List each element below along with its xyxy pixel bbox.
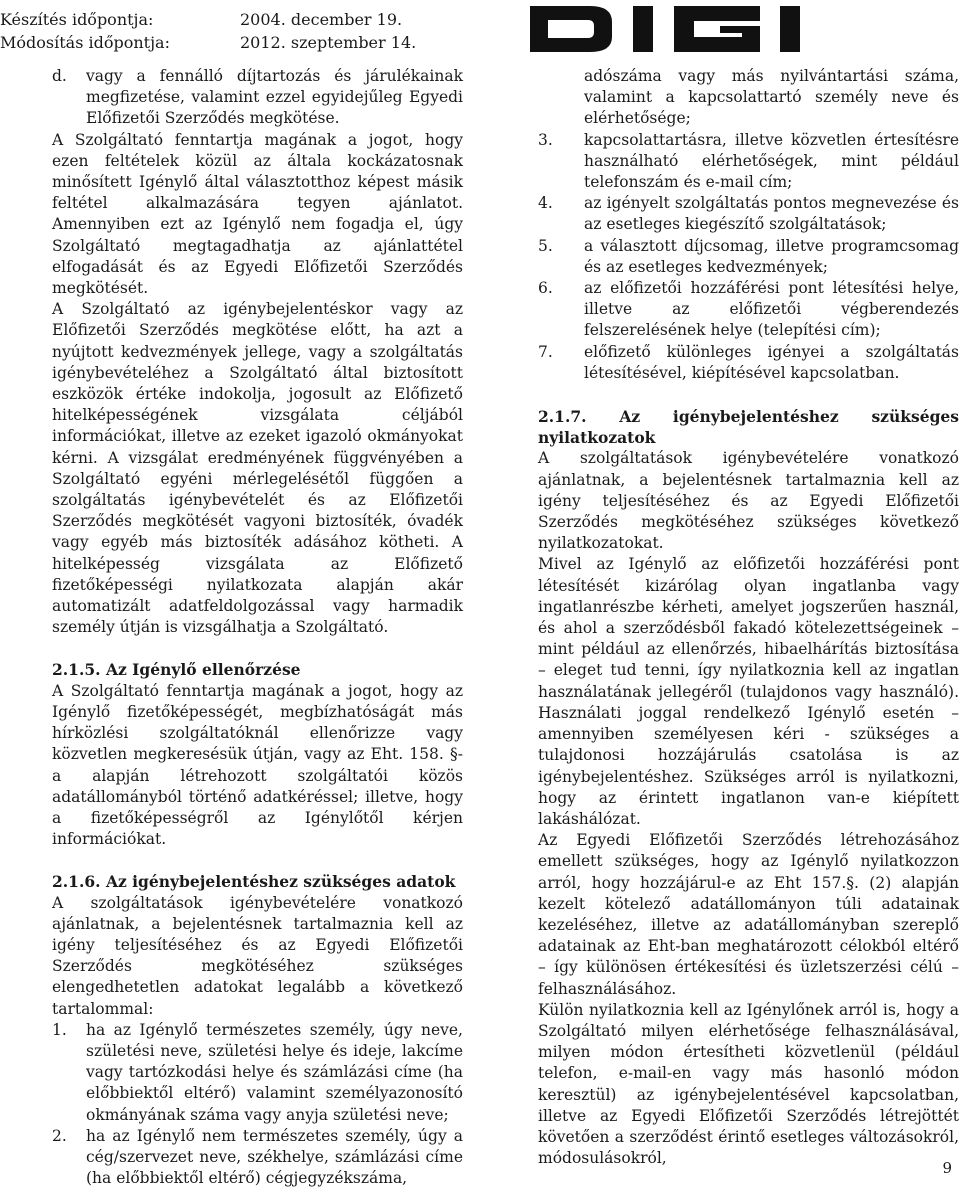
modified-value: 2012. szeptember 14.	[240, 33, 417, 52]
list-item	[538, 193, 959, 235]
list-item-number: d.	[52, 67, 67, 85]
paragraph: A Szolgáltató fenntartja magának a jogot, hogy ezen feltételek közül az általa kockázatosnak minősített Igénylő által választotthoz képest másik feltétel alkalmazására tegyen ajánlatot. Amennyiben ezt az Igénylő nem fogadja el, úgy Szolgáltató megtagadhatja az ajánlattétel elfogadását és az Egyedi Előfizetői Szerződés megkötését.	[52, 130, 463, 298]
list-item-text: az előfizetői hozzáférési pont létesítési helye, illetve az előfizetői végberendezés felszerelésének helye (telepítési cím);	[584, 279, 959, 340]
digi-logo	[530, 4, 960, 54]
list-item	[538, 130, 959, 194]
list-continuation: adószáma vagy más nyilvántartási száma, valamint a kapcsolattartó személy neve és elérhetősége;	[584, 67, 959, 128]
created-value: 2004. december 19.	[240, 10, 403, 29]
list-item	[538, 278, 959, 342]
paragraph: A Szolgáltató az igénybejelentéskor vagy az Előfizetői Szerződés megkötése előtt, ha azt a nyújtott kedvezmények jellege, vagy a szolgáltatás igénybevételéhez a Szolgáltató által biztosított eszközök értéke indokolja, jogosult az Előfizető hitelképességének vizsgálata céljából információkat, illetve az ezeket igazoló okmányokat kérni. A vizsgálat eredményének függvényében a Szolgáltató egyéni mérlegelésétől függően a szolgáltatás igénybevételét és az Előfizetői Szerződés megkötését vagyoni biztosíték, óvadék vagy egyéb más biztosíték adásához kötheti. A hitelképesség vizsgálata az Előfizető fizetőképességi nyilatkozata alapján akár automatizált adatfeldolgozással vagy harmadik személy útján is vizsgálhatja a Szolgáltató.	[52, 300, 463, 637]
created-label: Készítés időpontja:	[0, 10, 154, 29]
list-item	[538, 236, 959, 278]
paragraph: Mivel az Igénylő az előfizetői hozzáférési pont létesítését kizárólag olyan ingatlanba vagy ingatlanrészbe kérheti, amelyet jogszerűen használ, és ahol a szerződésből fakadó kötelezettségeinek – mint például az ellenőrzés, hibaelhárítás biztosítása – eleget tud tenni, így nyilatkoznia kell az ingatlan használatának jellegéről (tulajdonos vagy használó). Használati joggal rendelkező Igénylő esetén – amennyiben személyesen kéri - szükséges a tulajdonosi hozzájárulás csatolása is az igénybejelentéshez. Szükséges arról is nyilatkozni, hogy az érintett ingatlanon van-e kiépített lakáshálózat.	[538, 555, 959, 828]
list-item-text: a választott díjcsomag, illetve programcsomag és az esetleges kedvezmények;	[584, 236, 959, 276]
list-item	[52, 1126, 463, 1189]
list-item-d	[52, 66, 463, 130]
list-item-number: 4.	[538, 194, 553, 213]
list-item-text: ha az Igénylő természetes személy, úgy neve, születési neve, születési helye és ideje, lakcíme vagy tartózkodási helye és számlázási címe (ha előbbiektől eltérő) valamint személyazonosító okmányának száma vagy anyja születési neve;	[86, 1020, 463, 1124]
paragraph: A szolgáltatások igénybevételére vonatkozó ajánlatnak, a bejelentésnek tartalmaznia kell az igény teljesítéséhez és az Egyedi Előfizetői Szerződés megkötéséhez szükséges következő nyilatkozatokat.	[538, 449, 959, 553]
section-heading-2-1-6: 2.1.6. Az igénybejelentéshez szükséges adatok	[52, 872, 456, 892]
list-item	[52, 1020, 463, 1126]
right-column	[538, 66, 959, 1169]
paragraph: Az Egyedi Előfizetői Szerződés létrehozásához emellett szükséges, hogy az Igénylő nyilatkozzon arról, hogy hozzájárul-e az Eht 157.§. (2) alapján kezelt kötelező adatállományon túli adatainak kezeléséhez, illetve az adatállományban szereplő adatainak az Eht-ban meghatározott célokból eltérő – így különösen értékesítési és üzletszerzési célú – felhasználásához.	[538, 831, 959, 998]
list-item-number: 1.	[52, 1020, 67, 1039]
paragraph: A Szolgáltató fenntartja magának a jogot, hogy az Igénylő fizetőképességét, megbízhatóságát más hírközlési szolgáltatóknál ellenőrizze vagy közvetlen megkeresésük útján, vagy az Eht. 158. §-a alapján létrehozott szolgáltatói közös adatállományból történő adatkéréssel; illetve, hogy a fizetőképességről az Igénylőtől kérjen információkat.	[52, 681, 463, 849]
left-column	[52, 66, 463, 1189]
list-item-text: kapcsolattartásra, illetve közvetlen értesítésre használható elérhetőségek, mint például telefonszám és e-mail cím;	[584, 130, 959, 192]
list-item-number: 3.	[538, 130, 553, 149]
list-item-text: ha az Igénylő nem természetes személy, úgy a cég/szervezet neve, székhelye, számlázási címe (ha előbbiektől eltérő) cégjegyzékszáma,	[86, 1126, 463, 1188]
created-row	[0, 10, 402, 29]
section-heading-2-1-7: 2.1.7. Az igénybejelentéshez szükséges nyilatkozatok	[538, 407, 959, 448]
paragraph: A szolgáltatások igénybevételére vonatkozó ajánlatnak, a bejelentésnek tartalmaznia kell az igény teljesítéséhez és az Egyedi Előfizetői Szerződés megkötéséhez szükséges elengedhetetlen adatokat legalább a következő tartalommal:	[52, 893, 463, 1018]
paragraph: Külön nyilatkoznia kell az Igénylőnek arról is, hogy a Szolgáltató milyen elérhetősége felhasználásával, milyen módon értesítheti közvetlenül (például telefon, e-mail-en vagy más hasonló módon keresztül) az igénybejelentésével kapcsolatban, illetve az Egyedi Előfizetői Szerződés létrejöttét követően a szerződést érintő esetleges változásokról, módosulásokról,	[538, 1000, 959, 1168]
list-item-number: 5.	[538, 236, 553, 255]
list-item-text: előfizető különleges igényei a szolgáltatás létesítésével, kiépítésével kapcsolatban.	[584, 342, 959, 382]
section-heading-2-1-5: 2.1.5. Az Igénylő ellenőrzése	[52, 660, 301, 680]
list-item-text: az igényelt szolgáltatás pontos megnevezése és az esetleges kiegészítő szolgáltatások;	[584, 194, 959, 234]
list-item-number: 7.	[538, 342, 553, 361]
modified-label: Módosítás időpontja:	[0, 33, 170, 52]
page-number: 9	[942, 1159, 952, 1177]
digi-logo-graphic	[530, 4, 960, 54]
page-header	[0, 0, 960, 56]
modified-row	[0, 33, 416, 52]
list-item-number: 6.	[538, 279, 553, 298]
list-item-text: vagy a fennálló díjtartozás és járulékainak megfizetése, valamint ezzel egyidejűleg Egyedi Előfizetői Szerződés megkötése.	[86, 67, 463, 128]
list-item-number: 2.	[52, 1126, 67, 1145]
list-item	[538, 342, 959, 384]
